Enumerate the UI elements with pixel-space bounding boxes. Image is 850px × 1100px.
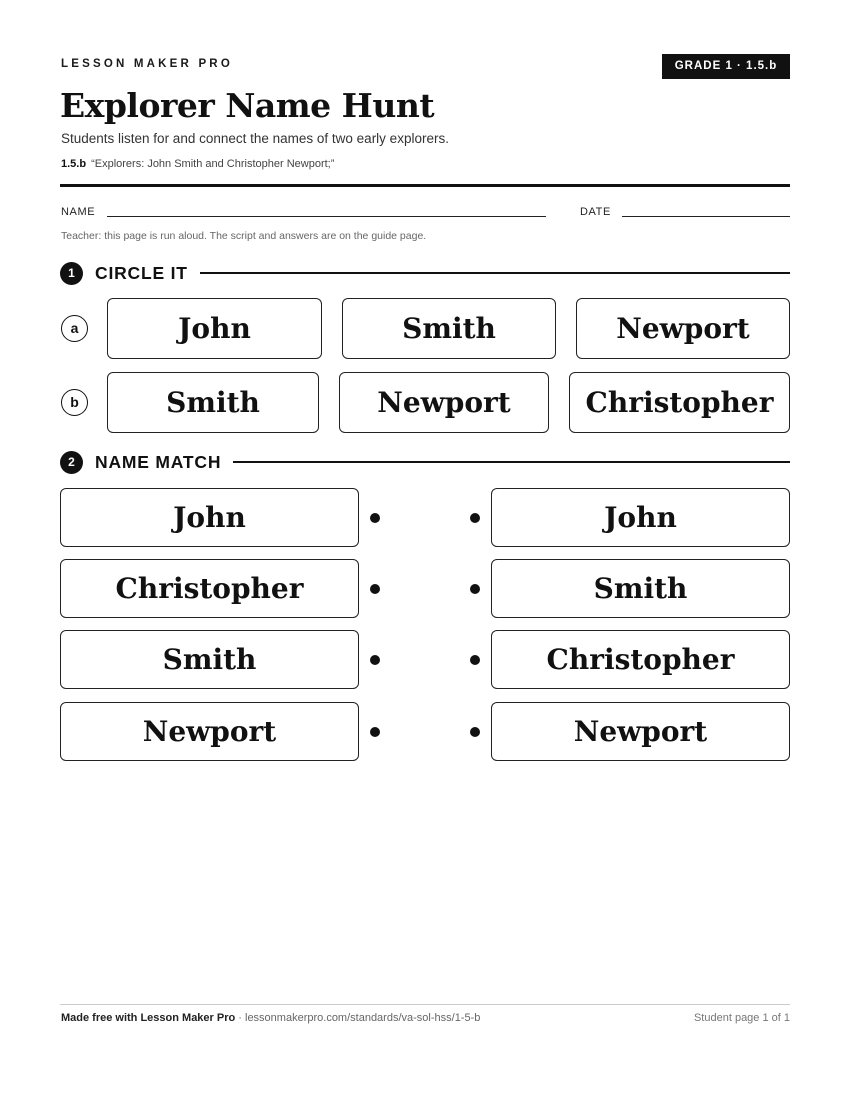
row-letter-b: b xyxy=(61,389,88,416)
match-right-dot[interactable] xyxy=(470,584,480,594)
circle-word-box[interactable]: Newport xyxy=(339,372,549,433)
match-right-dot[interactable] xyxy=(470,727,480,737)
footer-separator: · xyxy=(235,1012,245,1024)
footer-url[interactable]: lessonmakerpro.com/standards/va-sol-hss/1-5-b xyxy=(245,1012,481,1024)
grade-badge: GRADE 1 · 1.5.b xyxy=(662,54,790,79)
circle-word-box[interactable]: Christopher xyxy=(569,372,790,433)
footer-page-info: Student page 1 of 1 xyxy=(693,1012,790,1024)
footer-maker: Made free with Lesson Maker Pro xyxy=(61,1012,236,1024)
brand-name: LESSON MAKER PRO xyxy=(61,58,233,70)
row-letter-a: a xyxy=(61,315,88,342)
section-divider xyxy=(200,272,790,274)
match-right-box[interactable]: Newport xyxy=(491,702,790,761)
match-right-dot[interactable] xyxy=(470,513,480,523)
footer-credit xyxy=(61,1012,480,1024)
date-label: DATE xyxy=(580,206,611,218)
section-number-badge: 1 xyxy=(60,262,83,285)
page-subtitle: Students listen for and connect the names of two early explorers. xyxy=(61,131,449,146)
match-left-box[interactable]: Christopher xyxy=(60,559,359,618)
section-title: CIRCLE IT xyxy=(95,262,188,283)
footer-divider xyxy=(60,1004,790,1005)
match-left-dot[interactable] xyxy=(370,655,380,665)
match-left-dot[interactable] xyxy=(370,727,380,737)
match-right-box[interactable]: Christopher xyxy=(491,630,790,689)
match-right-box[interactable]: Smith xyxy=(491,559,790,618)
match-right-box[interactable]: John xyxy=(491,488,790,547)
circle-word-box[interactable]: Smith xyxy=(342,298,556,359)
section-circle-it-header xyxy=(60,261,790,285)
header-divider xyxy=(60,184,790,187)
match-left-dot[interactable] xyxy=(370,513,380,523)
circle-word-box[interactable]: John xyxy=(107,298,322,359)
match-right-dot[interactable] xyxy=(470,655,480,665)
section-divider xyxy=(233,461,790,463)
page-title: Explorer Name Hunt xyxy=(60,86,435,125)
match-left-box[interactable]: Newport xyxy=(60,702,359,761)
match-left-box[interactable]: Smith xyxy=(60,630,359,689)
section-title: NAME MATCH xyxy=(95,451,222,472)
section-name-match-header xyxy=(60,450,790,474)
date-field[interactable] xyxy=(622,216,790,217)
standard-text: “Explorers: John Smith and Christopher Newport;” xyxy=(91,158,335,170)
section-number-badge: 2 xyxy=(60,451,83,474)
name-field[interactable] xyxy=(107,216,546,217)
match-left-dot[interactable] xyxy=(370,584,380,594)
match-left-box[interactable]: John xyxy=(60,488,359,547)
teacher-note: Teacher: this page is run aloud. The script and answers are on the guide page. xyxy=(61,230,427,242)
name-label: NAME xyxy=(61,206,96,218)
standard-code: 1.5.b xyxy=(61,158,87,170)
circle-word-box[interactable]: Smith xyxy=(107,372,319,433)
circle-word-box[interactable]: Newport xyxy=(576,298,790,359)
standard-reference xyxy=(61,158,334,170)
